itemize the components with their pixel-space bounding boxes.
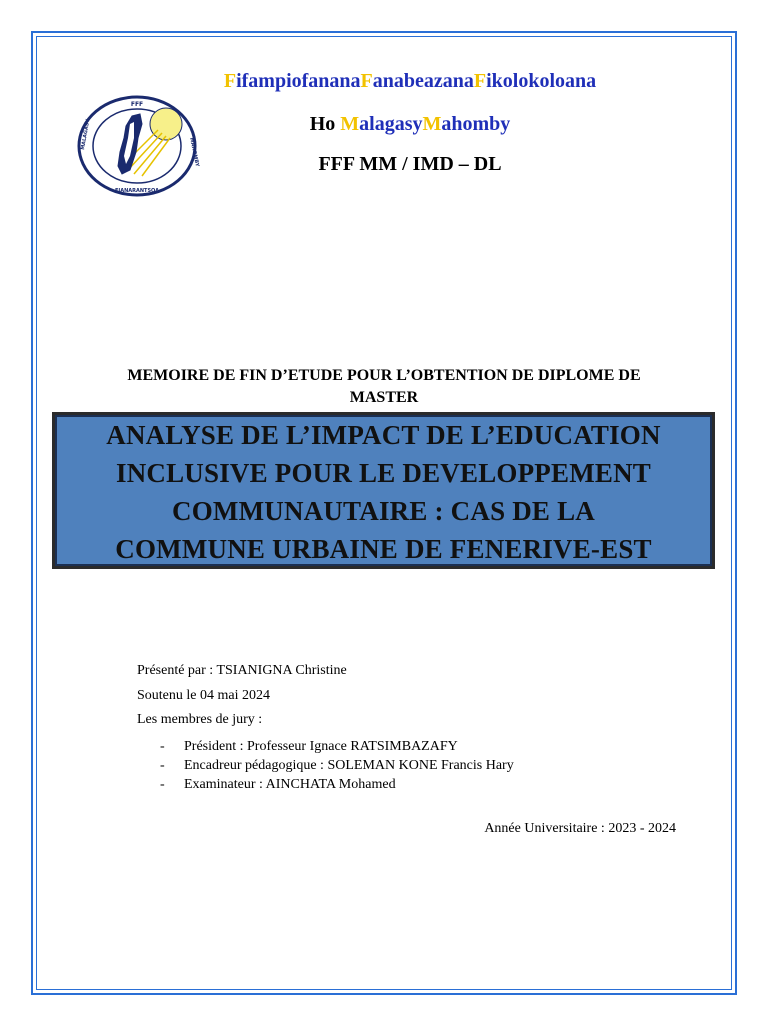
thesis-title bbox=[60, 416, 707, 568]
title-line-3: COMMUNAUTAIRE : CAS DE LA bbox=[172, 496, 595, 526]
institution-name: FifampiofananaFanabeazanaFikolokoloana bbox=[223, 70, 597, 92]
memoire-line-2: MASTER bbox=[349, 389, 419, 406]
institution-seal-icon bbox=[76, 94, 201, 198]
seal-bottom-text: FIANARANTSOA bbox=[114, 188, 160, 194]
title-line-4: COMMUNE URBAINE DE FENERIVE-EST bbox=[115, 534, 652, 564]
list-item: - Examinateur : AINCHATA Mohamed bbox=[160, 777, 396, 792]
presented-by: Présenté par : TSIANIGNA Christine bbox=[137, 663, 347, 678]
seal-right-text: MAHOMBY bbox=[188, 137, 201, 168]
list-item: - Président : Professeur Ignace RATSIMBAZAFY bbox=[160, 739, 458, 754]
list-item: - Encadreur pédagogique : SOLEMAN KONE Francis Hary bbox=[160, 758, 514, 773]
academic-year: Année Universitaire : 2023 - 2024 bbox=[484, 821, 676, 836]
jury-list bbox=[160, 737, 514, 794]
title-line-2: INCLUSIVE POUR LE DEVELOPPEMENT bbox=[115, 458, 652, 488]
memoire-line-1: MEMOIRE DE FIN D’ETUDE POUR L’OBTENTION DE DIPLOME DE bbox=[127, 367, 641, 384]
memoire-heading bbox=[86, 365, 682, 409]
institution-abbreviation: FFF MM / IMD – DL bbox=[318, 153, 502, 175]
title-line-1: ANALYSE DE L’IMPACT DE L’EDUCATION bbox=[106, 420, 661, 450]
jury-label: Les membres de jury : bbox=[137, 712, 263, 727]
institution-motto: Ho MalagasyMahomby bbox=[309, 113, 511, 135]
jury-examinateur: Examinateur : AINCHATA Mohamed bbox=[184, 777, 396, 792]
jury-encadreur: Encadreur pédagogique : SOLEMAN KONE Francis Hary bbox=[184, 758, 514, 773]
defense-date: Soutenu le 04 mai 2024 bbox=[137, 688, 270, 703]
seal-left-text: MALAGASY bbox=[80, 118, 92, 151]
seal-top-text: FFF bbox=[130, 101, 144, 108]
jury-president: Président : Professeur Ignace RATSIMBAZAFY bbox=[184, 739, 458, 754]
